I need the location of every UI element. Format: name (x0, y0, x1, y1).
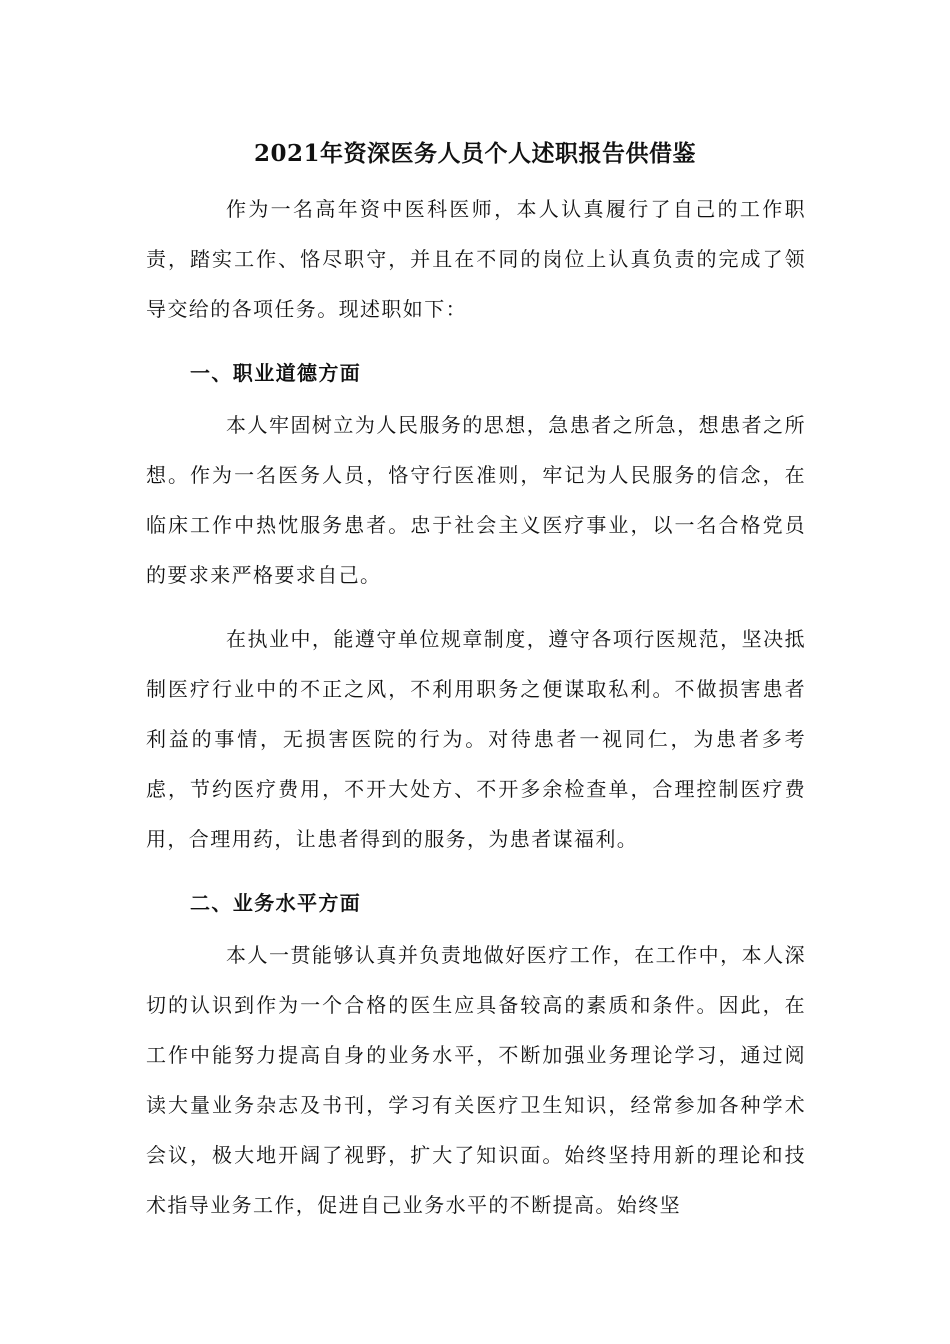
document-title: 2021年资深医务人员个人述职报告供借鉴 (253, 140, 696, 167)
ethics-paragraph-2: 在执业中，能遵守单位规章制度，遵守各项行医规范，坚决抵制医疗行业中的不正之风，不利用职务之便谋取私利。不做损害患者利益的事情，无损害医院的行为。对待患者一视同仁，为患者多考虑，节约医疗费用，不开大处方、不开多余检查单，合理控制医疗费用，合理用药，让患者得到的服务，为患者谋福利。 (146, 627, 806, 851)
ethics-paragraph-1: 本人牢固树立为人民服务的思想，急患者之所急，想患者之所想。作为一名医务人员，恪守行医准则，牢记为人民服务的信念，在临床工作中热忱服务患者。忠于社会主义医疗事业，以一名合格党员的要求来严格要求自己。 (146, 413, 806, 587)
section-heading-professional-ethics: 一、职业道德方面 (190, 361, 362, 385)
section-heading-professional-skill: 二、业务水平方面 (190, 891, 362, 915)
skill-paragraph-1: 本人一贯能够认真并负责地做好医疗工作，在工作中，本人深切的认识到作为一个合格的医生应具备较高的素质和条件。因此，在工作中能努力提高自身的业务水平，不断加强业务理论学习，通过阅读大量业务杂志及书刊，学习有关医疗卫生知识，经常参加各种学术会议，极大地开阔了视野，扩大了知识面。始终坚持用新的理论和技术指导业务工作，促进自己业务水平的不断提高。始终坚 (146, 943, 806, 1217)
document-body (146, 184, 806, 1230)
intro-paragraph: 作为一名高年资中医科医师，本人认真履行了自己的工作职责，踏实工作、恪尽职守，并且在不同的岗位上认真负责的完成了领导交给的各项任务。现述职如下： (146, 197, 806, 321)
